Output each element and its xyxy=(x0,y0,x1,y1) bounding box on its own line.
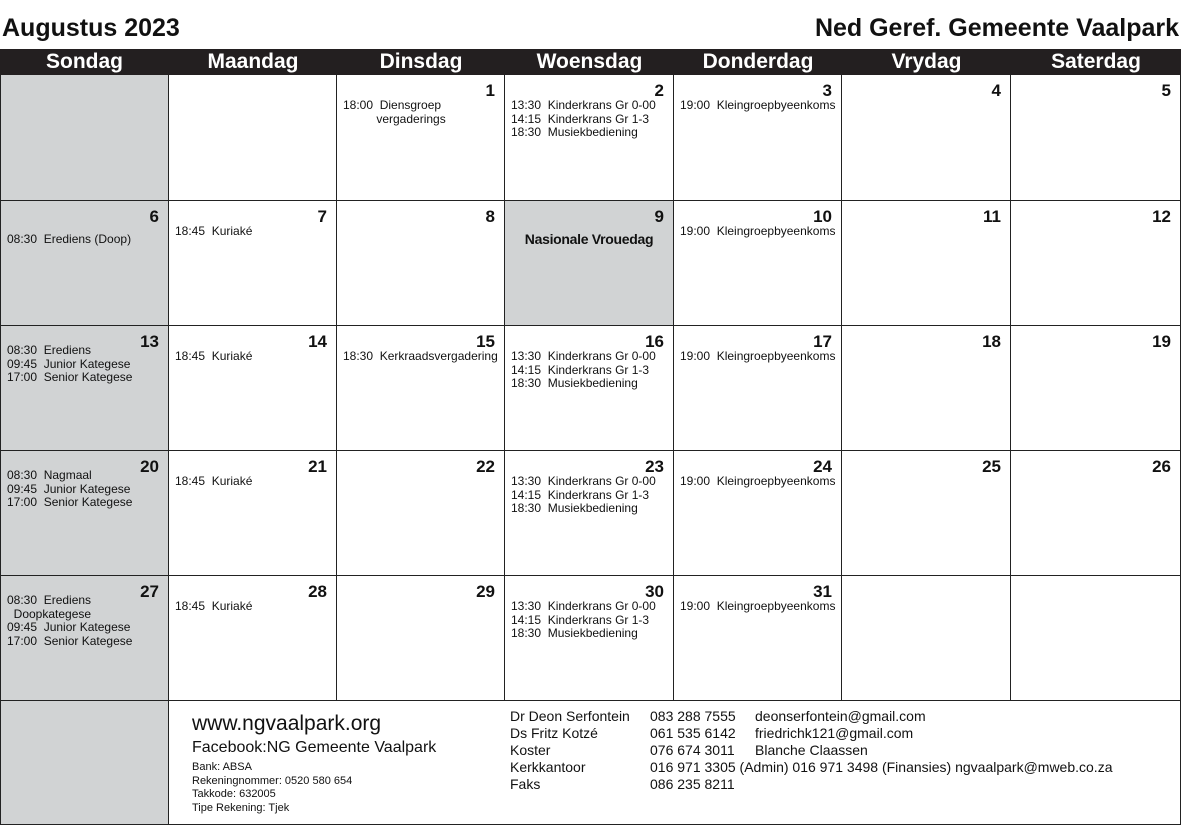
day-cell xyxy=(0,75,169,201)
weekday-saterdag: Saterdag xyxy=(1051,50,1141,73)
event-item: 17:00 Senior Kategese xyxy=(7,370,133,384)
event-item: 18:30 Musiekbediening xyxy=(511,501,638,515)
event-item: 18:00 Diensgroep xyxy=(343,98,442,112)
event-list xyxy=(680,600,835,614)
day-number: 16 xyxy=(645,332,664,351)
day-number: 1 xyxy=(485,81,495,100)
day-number: 2 xyxy=(654,81,664,100)
day-number: 22 xyxy=(476,457,495,476)
day-cell xyxy=(0,576,169,701)
contact-detail[interactable]: deonserfontein@gmail.com xyxy=(755,708,926,724)
day-number: 21 xyxy=(308,457,327,476)
contact-phone: 076 674 3011 xyxy=(650,742,735,758)
day-cell xyxy=(674,451,842,576)
event-item: 18:45 Kuriaké xyxy=(175,224,253,238)
event-list xyxy=(7,594,132,648)
day-number: 12 xyxy=(1152,207,1171,226)
day-cell xyxy=(842,451,1011,576)
day-number: 5 xyxy=(1161,81,1171,100)
day-cell xyxy=(674,326,842,451)
day-number: 15 xyxy=(476,332,495,351)
event-item: 18:45 Kuriaké xyxy=(175,474,253,488)
contact-phone[interactable]: 016 971 3305 (Admin) 016 971 3498 (Finansies) ngvaalpark@mweb.co.za xyxy=(650,759,1113,775)
contact-name: Faks xyxy=(510,776,541,792)
day-number: 3 xyxy=(822,81,832,100)
event-item: 18:45 Kuriaké xyxy=(175,349,253,363)
event-item: 08:30 Nagmaal xyxy=(7,468,92,482)
event-list xyxy=(7,469,132,510)
day-cell xyxy=(169,326,337,451)
contact-phone: 083 288 7555 xyxy=(650,708,736,724)
event-item: 17:00 Senior Kategese xyxy=(7,495,133,509)
event-item: 19:00 Kleingroepbyeenkoms xyxy=(680,349,836,363)
day-cell xyxy=(1011,576,1181,701)
day-cell xyxy=(1011,451,1181,576)
day-cell xyxy=(842,326,1011,451)
website-link[interactable]: www.ngvaalpark.org xyxy=(192,712,382,735)
day-number: 9 xyxy=(654,207,664,226)
event-list xyxy=(7,233,131,247)
holiday-label: Nasionale Vrouedag xyxy=(524,231,654,247)
day-number: 24 xyxy=(813,457,832,476)
event-item: 18:45 Kuriaké xyxy=(175,599,253,613)
event-item: 08:30 Erediens xyxy=(7,343,92,357)
contact-detail[interactable]: friedrichk121@gmail.com xyxy=(755,725,914,741)
day-number: 31 xyxy=(813,582,832,601)
bank-line: Tipe Rekening: Tjek xyxy=(192,801,290,814)
day-cell xyxy=(169,576,337,701)
event-item: 14:15 Kinderkrans Gr 1-3 xyxy=(511,111,650,126)
day-number: 17 xyxy=(813,332,832,351)
event-item: 18:30 Musiekbediening xyxy=(511,626,638,640)
event-list xyxy=(175,600,252,614)
weekday-sondag: Sondag xyxy=(46,50,123,73)
day-number: 4 xyxy=(991,81,1001,100)
event-item: vergaderings xyxy=(343,111,446,126)
bank-details xyxy=(192,761,352,815)
event-item: 09:45 Junior Kategese xyxy=(7,481,131,496)
day-cell xyxy=(337,326,505,451)
day-number: 26 xyxy=(1152,457,1171,476)
day-cell xyxy=(505,451,674,576)
day-cell xyxy=(674,201,842,326)
event-list xyxy=(680,350,835,364)
day-cell xyxy=(505,326,674,451)
event-list xyxy=(511,600,656,641)
church-name: Ned Geref. Gemeente Vaalpark xyxy=(814,14,1179,42)
contact-name: Kerkkantoor xyxy=(510,759,586,775)
day-cell xyxy=(505,75,674,201)
event-item: 18:30 Musiekbediening xyxy=(511,376,638,390)
contact-phone: 086 235 8211 xyxy=(650,776,735,792)
day-number: 8 xyxy=(485,207,495,226)
weekday-vrydag: Vrydag xyxy=(891,50,962,73)
day-cell xyxy=(337,576,505,701)
event-item: 13:30 Kinderkrans Gr 0-00 xyxy=(511,599,656,613)
bank-line: Takkode: 632005 xyxy=(192,788,276,800)
footer-cell xyxy=(0,701,169,825)
day-cell xyxy=(0,201,169,326)
event-item: 13:30 Kinderkrans Gr 0-00 xyxy=(511,349,656,363)
event-item: 19:00 Kleingroepbyeenkoms xyxy=(680,98,836,112)
event-item: 18:30 Kerkraadsvergadering xyxy=(343,349,498,363)
weekday-donderdag: Donderdag xyxy=(702,50,814,73)
day-cell xyxy=(505,576,674,701)
facebook-text: Facebook:NG Gemeente Vaalpark xyxy=(192,739,437,756)
day-number: 7 xyxy=(317,207,327,226)
event-list xyxy=(511,99,656,140)
day-number: 27 xyxy=(140,582,159,601)
day-cell xyxy=(337,451,505,576)
event-item: 19:00 Kleingroepbyeenkoms xyxy=(680,474,836,488)
bank-line: Bank: ABSA xyxy=(192,761,252,773)
event-list xyxy=(343,99,446,126)
day-cell xyxy=(169,201,337,326)
event-item: 14:15 Kinderkrans Gr 1-3 xyxy=(511,487,650,502)
day-number: 28 xyxy=(308,582,327,601)
event-list xyxy=(343,350,498,364)
event-list xyxy=(511,475,656,516)
day-cell xyxy=(842,75,1011,201)
event-item: 08:30 Erediens xyxy=(7,593,92,607)
day-number: 10 xyxy=(813,207,832,226)
event-list xyxy=(680,99,835,113)
day-number: 29 xyxy=(476,582,495,601)
event-list xyxy=(175,475,252,489)
event-item: 13:30 Kinderkrans Gr 0-00 xyxy=(511,474,656,488)
contact-name: Ds Fritz Kotzé xyxy=(510,725,598,741)
weekday-header-bar xyxy=(0,49,1181,75)
event-item: 19:00 Kleingroepbyeenkoms xyxy=(680,224,836,238)
event-item: 17:00 Senior Kategese xyxy=(7,633,133,648)
day-number: 18 xyxy=(982,332,1001,351)
event-list xyxy=(511,350,656,391)
day-number: 13 xyxy=(140,332,159,351)
event-list xyxy=(175,350,252,364)
day-cell xyxy=(1011,201,1181,326)
event-item: 19:00 Kleingroepbyeenkoms xyxy=(680,599,836,613)
day-number: 6 xyxy=(149,207,159,226)
month-title: Augustus 2023 xyxy=(2,14,180,42)
event-item: 14:15 Kinderkrans Gr 1-3 xyxy=(511,362,650,377)
day-cell xyxy=(337,201,505,326)
weekday-woensdag: Woensdag xyxy=(536,50,643,73)
weekday-maandag: Maandag xyxy=(207,50,299,73)
day-number: 11 xyxy=(983,207,1001,226)
contact-name: Koster xyxy=(510,742,551,758)
event-item: 08:30 Erediens (Doop) xyxy=(7,232,132,246)
day-cell xyxy=(1011,326,1181,451)
contact-detail: Blanche Claassen xyxy=(755,742,868,758)
event-item: 13:30 Kinderkrans Gr 0-00 xyxy=(511,98,656,112)
day-cell xyxy=(1011,75,1181,201)
day-number: 14 xyxy=(308,332,327,351)
day-cell xyxy=(842,201,1011,326)
day-cell xyxy=(674,75,842,201)
event-list xyxy=(175,225,252,239)
weekday-dinsdag: Dinsdag xyxy=(379,50,463,73)
event-list xyxy=(680,225,835,239)
day-cell xyxy=(169,75,337,201)
event-item: 09:45 Junior Kategese xyxy=(7,620,131,634)
day-cell xyxy=(674,576,842,701)
contact-phone: 061 535 6142 xyxy=(650,725,736,741)
event-item: 14:15 Kinderkrans Gr 1-3 xyxy=(511,612,650,627)
day-number: 30 xyxy=(645,582,664,601)
day-number: 19 xyxy=(1152,332,1171,351)
event-item: 18:30 Musiekbediening xyxy=(511,125,638,139)
day-number: 25 xyxy=(982,457,1001,476)
day-cell xyxy=(505,201,674,326)
bank-line: Rekeningnommer: 0520 580 654 xyxy=(192,774,353,787)
day-number: 23 xyxy=(645,457,664,476)
event-item: Doopkategese xyxy=(7,606,92,621)
day-cell xyxy=(169,451,337,576)
event-list xyxy=(680,475,835,489)
day-cell xyxy=(0,326,169,451)
day-cell xyxy=(337,75,505,201)
event-list xyxy=(7,344,132,385)
day-cell xyxy=(0,451,169,576)
event-item: 09:45 Junior Kategese xyxy=(7,356,131,371)
contact-name: Dr Deon Serfontein xyxy=(510,708,630,724)
day-number: 20 xyxy=(140,457,159,476)
day-cell xyxy=(842,576,1011,701)
